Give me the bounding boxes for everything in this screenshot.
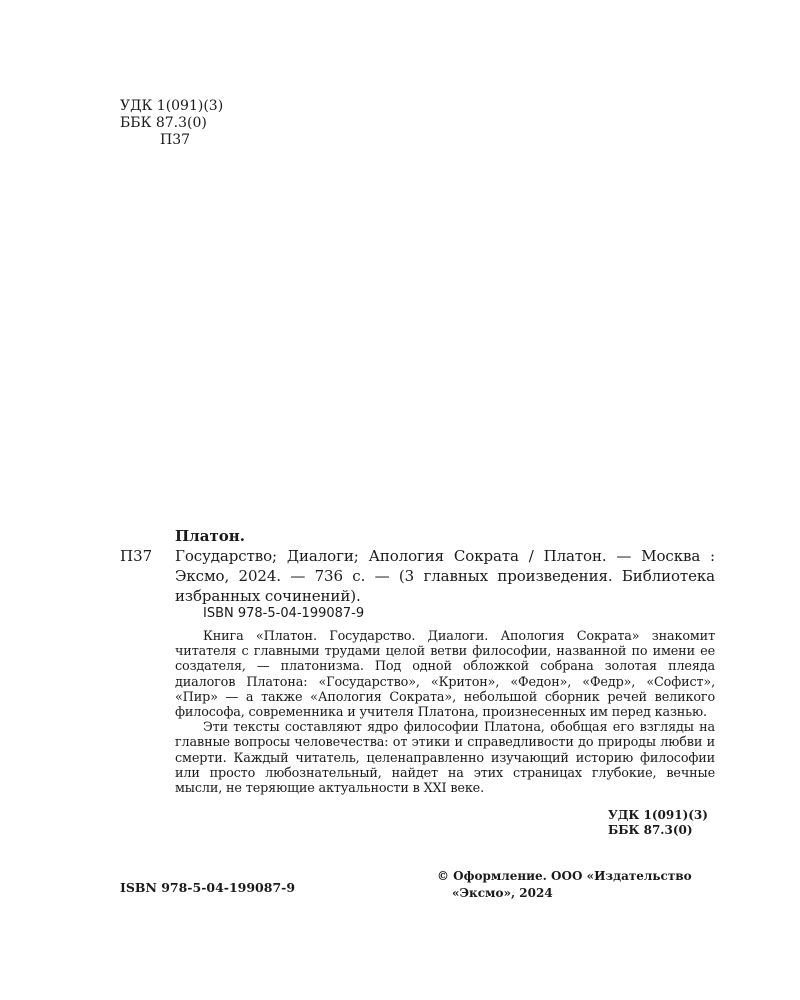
- biblio-author: Платон.: [175, 527, 245, 545]
- author-mark: П37: [160, 132, 191, 148]
- udk-code-bottom: УДК 1(091)(3): [608, 808, 708, 822]
- udk-code: УДК 1(091)(3): [120, 98, 224, 114]
- copyright-line-2: «Эксмо», 2024: [452, 886, 553, 900]
- biblio-isbn: ISBN 978-5-04-199087-9: [203, 606, 365, 621]
- biblio-author-mark: П37: [120, 547, 153, 565]
- annotation: [175, 629, 715, 796]
- classification-codes-bottom: [608, 808, 708, 838]
- copyright-notice: [437, 868, 692, 902]
- annotation-paragraph: Книга «Платон. Государство. Диалоги. Апология Сократа» знакомит читателя с главными трудами целой ветви философии, названной по имени ее создателя, — платонизма. Под одной обложкой собрана золотая плеяда диалогов Платона: «Государство», «Критон», «Федон», «Федр», «Софист», «Пир» — а также «Апология Сократа», небольшой сборник речей великого философа, современника и учителя Платона, произнесенных им перед казнью.: [175, 629, 715, 721]
- copyright-line-1: © Оформление. ООО «Издательство: [437, 869, 692, 883]
- classification-codes-top: [120, 98, 223, 149]
- bbk-code-bottom: ББК 87.3(0): [608, 823, 693, 837]
- biblio-description: Государство; Диалоги; Апология Сократа / Платон. — Москва : Эксмо, 2024. — 736 с. — (3 главных произведения. Библиотека избранных сочинений).: [175, 547, 715, 605]
- bbk-code: ББК 87.3(0): [120, 115, 207, 131]
- isbn-footer: ISBN 978-5-04-199087-9: [120, 880, 296, 895]
- annotation-paragraph: Эти тексты составляют ядро философии Платона, обобщая его взгляды на главные вопросы человечества: от этики и справедливости до природы любви и смерти. Каждый читатель, целенаправленно изучающий историю философии или просто любознательный, найдет на этих страницах глубокие, вечные мысли, не теряющие актуальности в XXI веке.: [175, 720, 715, 797]
